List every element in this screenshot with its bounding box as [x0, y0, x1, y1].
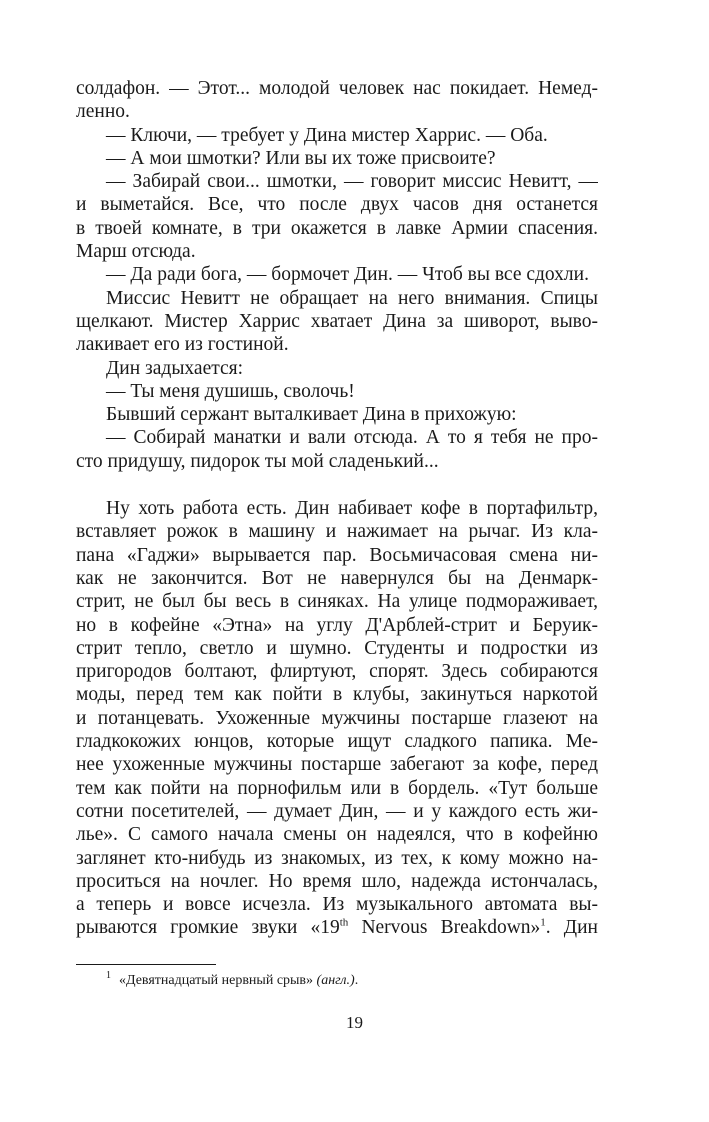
dialogue-line: — Собирай манатки и вали отсюда. А то я тебя не про-: [106, 427, 598, 449]
footnote-text: «Девятнадцатый нервный срыв»: [119, 973, 314, 988]
text-line: моды, перед тем как пойти в клубы, закинуться наркотой: [76, 684, 598, 706]
text-line: и потанцевать. Ухоженные мужчины постарше глазеют на: [76, 707, 598, 729]
song-title: Nervous Breakdown»: [348, 917, 541, 939]
text-line: лье». С самого начала смены он надеялся, что в кофейню: [76, 824, 598, 846]
text-line: лакивает его из гостиной.: [76, 334, 289, 356]
superscript-th: th: [339, 916, 349, 929]
text-line: Марш отсюда.: [76, 241, 196, 263]
text-line: Ну хоть работа есть. Дин набивает кофе в портафильтр,: [106, 498, 598, 520]
text-line: но в кофейне «Этна» на углу Д'Арблей-стрит и Беруик-: [76, 614, 598, 636]
text-line: стрит тепло, светло и шумно. Студенты и подростки из: [76, 637, 598, 659]
text-line: в твоей комнате, в три окажется в лавке Армии спасения.: [76, 217, 598, 239]
text-line: Бывший сержант выталкивает Дина в прихожую:: [106, 404, 517, 426]
text-line: как не закончится. Вот не навернулся бы на Денмарк-: [76, 567, 598, 589]
footnote-end: .: [354, 973, 359, 988]
dialogue-line: — А мои шмотки? Или вы их тоже присвоите?: [106, 147, 496, 169]
page-number: 19: [346, 1013, 363, 1032]
dialogue-line: — Ты меня душишь, сволочь!: [106, 380, 355, 402]
text-line: и выметайся. Все, что после двух часов дня останется: [76, 194, 598, 216]
text-line: сто придушу, пидорок ты мой сладенький...: [76, 450, 439, 472]
text-line: заглянет кто-нибудь из знакомых, из тех, к кому можно на-: [76, 847, 598, 869]
dialogue-line: — Забирай свои... шмотки, — говорит миссис Невитт, —: [106, 171, 598, 193]
text-line: пригородов болтают, флиртуют, спорят. Здесь собираются: [76, 661, 598, 683]
text-line: сотни посетителей, — думает Дин, — и у каждого есть жи-: [76, 800, 598, 822]
text-line: вставляет рожок в машину и нажимает на рычаг. Из кла-: [76, 521, 598, 543]
line-text-end: . Дин: [545, 917, 598, 939]
text-line: пана «Гаджи» вырывается пар. Восьмичасовая смена ни-: [76, 544, 598, 566]
text-line: нее ухоженные мужчины постарше забегают за кофе, перед: [76, 754, 598, 776]
footnote-reference: 1: [540, 916, 546, 929]
footnote-divider: [76, 964, 216, 965]
text-line: Дин задыхается:: [106, 357, 244, 379]
section-break: [76, 473, 598, 497]
text-line: Миссис Невитт не обращает на него внимания. Спицы: [106, 287, 598, 309]
text-line: проситься на ночлег. Но время шло, надежда истончалась,: [76, 870, 598, 892]
footnote-mark: 1: [106, 970, 111, 982]
footnote-language: (англ.): [316, 973, 355, 988]
line-text-start: рываются громкие звуки «19: [76, 917, 340, 939]
text-line: щелкают. Мистер Харрис хватает Дина за шиворот, выво-: [76, 310, 598, 332]
text-line: гладкокожих юнцов, которые ищут сладкого папика. Ме-: [76, 731, 598, 753]
footnote: [106, 972, 358, 990]
text-line: а теперь и вовсе исчезла. Из музыкального автомата вы-: [76, 894, 598, 916]
dialogue-line: — Да ради бога, — бормочет Дин. — Чтоб вы все сдохли.: [106, 264, 589, 286]
text-line-with-note: [76, 916, 598, 939]
text-line: ленно.: [76, 101, 130, 123]
text-line: стрит, не был бы весь в синяках. На улице подмораживает,: [76, 591, 598, 613]
dialogue-line: — Ключи, — требует у Дина мистер Харрис. — Оба.: [106, 124, 548, 146]
body-text: [76, 77, 598, 940]
text-line: солдафон. — Этот... молодой человек нас покидает. Немед-: [76, 78, 598, 99]
text-line: тем как пойти на порнофильм или в бордель. «Тут больше: [76, 777, 598, 799]
